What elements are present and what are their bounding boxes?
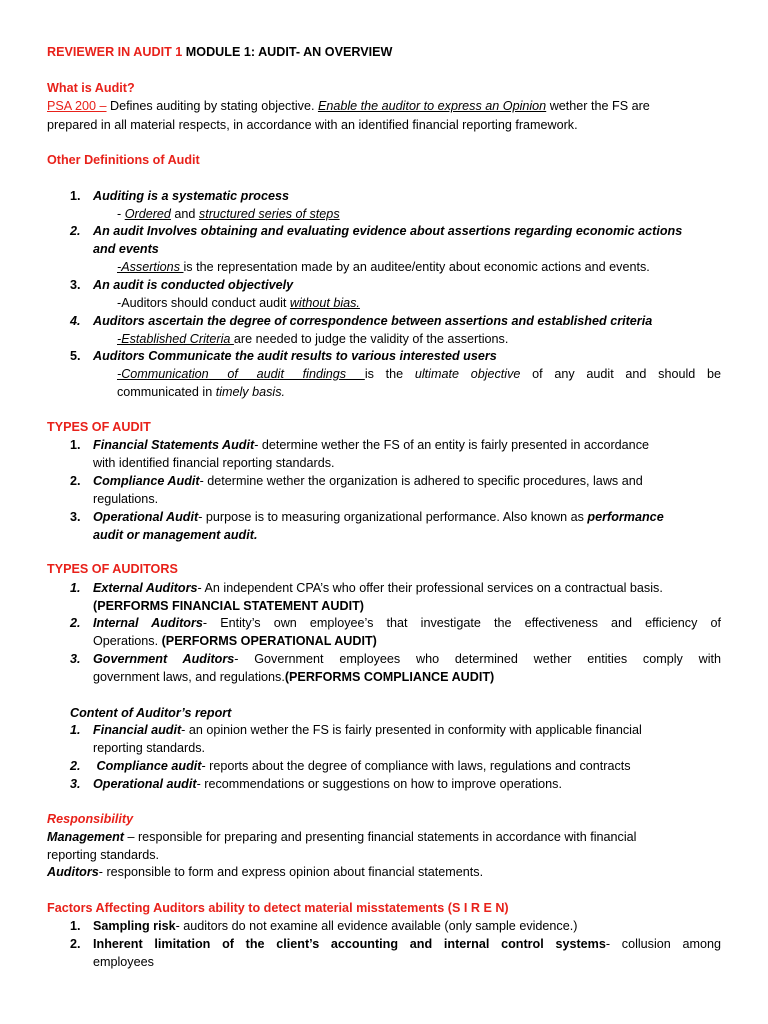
def-2-num: 2.	[70, 224, 81, 238]
tor-3-line2a: government laws, and regulations.	[93, 670, 285, 684]
heading-types-of-audit: TYPES OF AUDIT	[47, 420, 151, 434]
toa-3-num: 3.	[70, 510, 81, 524]
toa-3-title: Operational Audit	[93, 510, 199, 524]
def-5-title: Auditors Communicate the audit results to various interested users	[93, 349, 497, 363]
heading-types-of-auditors: TYPES OF AUDITORS	[47, 562, 178, 576]
tor-1-num: 1.	[70, 581, 81, 595]
f-1-rest: - auditors do not examine all evidence available (only sample evidence.)	[175, 919, 578, 933]
f-1-line-1	[93, 917, 577, 935]
psa-text1: Defines auditing by stating objective.	[106, 99, 318, 113]
resp-aud-label: Auditors	[47, 865, 99, 879]
def-5-ult: ultimate objective	[414, 367, 521, 381]
cr-2-num: 2.	[70, 759, 81, 773]
toa-2-line-2: regulations.	[93, 492, 159, 506]
tor-2-rest: - Entity’s own employee’s that investigate the effectiveness and efficiency of	[202, 616, 722, 630]
tor-2-line2a: Operations.	[93, 634, 162, 648]
tor-1-title: External Auditors	[93, 581, 198, 595]
toa-1-title: Financial Statements Audit	[93, 438, 255, 452]
tor-3-title: Government Auditors	[93, 652, 235, 666]
tor-2-title: Internal Auditors	[93, 616, 203, 630]
tor-1-rest: - An independent CPA’s who offer their professional services on a contractual basis.	[197, 581, 663, 595]
cr-1-num: 1.	[70, 723, 81, 737]
resp-aud-rest: - responsible to form and express opinion about financial statements.	[98, 865, 484, 879]
def-2-assertions: -Assertions	[117, 260, 184, 274]
psa-text2: wether the FS are	[546, 99, 650, 113]
tor-2-line-2	[93, 632, 377, 650]
def-3-pre: -Auditors should conduct audit	[117, 296, 290, 310]
def-5-comm: -Communication of audit findings	[117, 367, 365, 381]
title-red: REVIEWER IN AUDIT 1	[47, 45, 183, 59]
toa-1-line-2: with identified financial reporting standards.	[93, 456, 335, 470]
tor-2-line-1	[93, 614, 721, 632]
def-1-title: Auditing is a systematic process	[93, 189, 289, 203]
cr-3-title: Operational audit	[93, 777, 197, 791]
def-3-bias: without bias.	[289, 296, 360, 310]
def-2-title-2: and events	[93, 242, 159, 256]
resp-mgmt-rest: – responsible for preparing and presenting financial statements in accordance with financial	[123, 830, 637, 844]
heading-other-definitions: Other Definitions of Audit	[47, 153, 200, 167]
def-5-sub-2	[117, 383, 285, 401]
toa-2-num: 2.	[70, 474, 81, 488]
cr-1-line-1	[93, 721, 642, 739]
tor-3-num: 3.	[70, 652, 81, 666]
psa-enable: Enable the auditor to express an Opinion	[317, 99, 547, 113]
cr-1-title: Financial audit	[93, 723, 182, 737]
def-3-num: 3.	[70, 278, 81, 292]
def-2-title-1: An audit Involves obtaining and evaluating evidence about assertions regarding economic actions	[93, 224, 683, 238]
heading-content-report: Content of Auditor’s report	[70, 706, 232, 720]
toa-3-line-2: audit or management audit.	[93, 528, 258, 542]
def-5-is: is the	[364, 367, 415, 381]
resp-mgmt-label: Management	[47, 830, 124, 844]
f-1-title: Sampling risk	[93, 919, 176, 933]
toa-1-line-1	[93, 436, 649, 454]
cr-1-line-2: reporting standards.	[93, 741, 206, 755]
cr-2-line-1	[93, 757, 631, 775]
psa-label: PSA 200	[47, 99, 100, 113]
f-1-num: 1.	[70, 919, 81, 933]
def-5-timely: timely basis.	[215, 385, 285, 399]
def-5-line2a: communicated in	[117, 385, 216, 399]
def-1-structured: structured series of steps	[198, 207, 340, 221]
f-2-line-2: employees	[93, 955, 154, 969]
psa-dash: –	[99, 99, 107, 113]
cr-3-rest: - recommendations or suggestions on how to improve operations.	[196, 777, 562, 791]
def-4-est: -Established Criteria	[117, 332, 234, 346]
resp-mgmt-line-1	[47, 828, 636, 846]
toa-3-line-1	[93, 508, 664, 526]
toa-2-rest: - determine wether the organization is adhered to specific procedures, laws and	[199, 474, 643, 488]
def-2-sub	[117, 258, 650, 276]
def-5-sub-1	[117, 365, 721, 383]
tor-3-line-2	[93, 668, 494, 686]
tor-1-line-1	[93, 579, 663, 597]
psa-line-2: prepared in all material respects, in accordance with an identified financial reporting framework.	[47, 118, 578, 132]
tor-2-line2b: (PERFORMS OPERATIONAL AUDIT)	[161, 634, 377, 648]
tor-3-rest: - Government employees who determined wether entities comply with	[234, 652, 721, 666]
def-4-title: Auditors ascertain the degree of correspondence between assertions and established criteria	[93, 314, 653, 328]
toa-1-num: 1.	[70, 438, 81, 452]
heading-what-is-audit: What is Audit?	[47, 81, 135, 95]
toa-2-title: Compliance Audit	[93, 474, 200, 488]
def-1-ordered: Ordered	[124, 207, 171, 221]
def-1-and: and	[170, 207, 199, 221]
tor-3-line2b: (PERFORMS COMPLIANCE AUDIT)	[284, 670, 495, 684]
def-1-num: 1.	[70, 189, 81, 203]
title-rest: MODULE 1: AUDIT- AN OVERVIEW	[182, 45, 393, 59]
f-2-line-1	[93, 935, 721, 953]
def-4-num: 4.	[70, 314, 81, 328]
f-2-rest: - collusion among	[605, 937, 721, 951]
tor-1-line-2: (PERFORMS FINANCIAL STATEMENT AUDIT)	[93, 599, 364, 613]
cr-1-rest: - an opinion wether the FS is fairly presented in conformity with applicable financial	[181, 723, 642, 737]
def-4-sub	[117, 330, 508, 348]
toa-1-rest: - determine wether the FS of an entity is fairly presented in accordance	[254, 438, 649, 452]
page-title	[47, 43, 392, 61]
def-1-sub	[117, 205, 340, 223]
cr-2-rest: - reports about the degree of compliance with laws, regulations and contracts	[201, 759, 631, 773]
def-4-rest: are needed to judge the validity of the assertions.	[233, 332, 509, 346]
tor-3-line-1	[93, 650, 721, 668]
resp-mgmt-line-2: reporting standards.	[47, 848, 160, 862]
def-5-rest: of any audit and should be	[520, 367, 721, 381]
f-2-title: Inherent limitation of the client’s accounting and internal control systems	[93, 937, 606, 951]
def-3-sub	[117, 294, 360, 312]
toa-2-line-1	[93, 472, 643, 490]
toa-3-bold-end: performance	[587, 510, 664, 524]
f-2-num: 2.	[70, 937, 81, 951]
heading-responsibility: Responsibility	[47, 812, 134, 826]
def-3-title: An audit is conducted objectively	[93, 278, 294, 292]
cr-3-num: 3.	[70, 777, 81, 791]
heading-factors: Factors Affecting Auditors ability to detect material misstatements (S I R E N)	[47, 901, 509, 915]
def-2-rest: is the representation made by an auditee/entity about economic actions and events.	[183, 260, 650, 274]
resp-aud-line	[47, 863, 483, 881]
psa-line-1	[47, 97, 650, 115]
cr-3-line-1	[93, 775, 562, 793]
toa-3-rest: - purpose is to measuring organizational performance. Also known as	[198, 510, 588, 524]
def-5-num: 5.	[70, 349, 81, 363]
def-1-sub-dash: -	[117, 207, 125, 221]
tor-2-num: 2.	[70, 616, 81, 630]
cr-2-title: Compliance audit	[93, 759, 202, 773]
